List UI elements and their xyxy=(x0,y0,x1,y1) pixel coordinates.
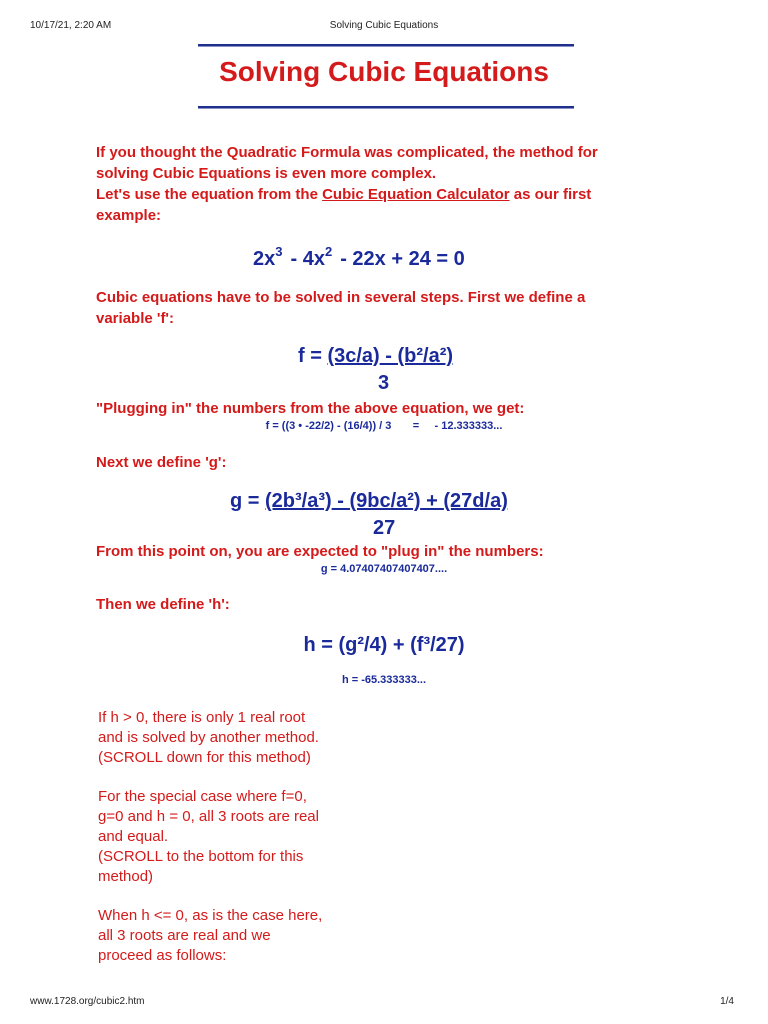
print-page-number: 1/4 xyxy=(720,996,734,1007)
steps-intro-line-1: Cubic equations have to be solved in several steps. First we define a xyxy=(96,289,586,306)
steps-intro xyxy=(96,287,585,329)
g-num-3: (27d/a) xyxy=(443,490,508,512)
f-lhs: f = xyxy=(298,345,328,367)
f-formula-denominator: 3 xyxy=(378,372,390,394)
example-equation xyxy=(253,244,465,271)
print-title: Solving Cubic Equations xyxy=(329,20,439,31)
top-rule xyxy=(198,44,574,47)
page-title: Solving Cubic Equations xyxy=(219,56,549,87)
intro-line-1: If you thought the Quadratic Formula was complicated, the method for xyxy=(96,144,598,161)
eq-exp-2: 2 xyxy=(324,244,333,259)
case1-line-3: (SCROLL down for this method) xyxy=(98,749,311,766)
f-num-b: (b²/a²) xyxy=(397,345,454,367)
intro-line-3 xyxy=(96,184,598,205)
h-calc: h = -65.333333... xyxy=(341,674,427,686)
g-formula-denominator: 27 xyxy=(373,517,396,539)
f-num-a: (3c/a) xyxy=(327,345,380,367)
case3-line-1: When h <= 0, as is the case here, xyxy=(98,907,323,924)
case2-line-4: (SCROLL to the bottom for this xyxy=(98,848,304,865)
h-formula: h = (g²/4) + (f³/27) xyxy=(303,634,465,656)
g-plus: + xyxy=(420,490,444,512)
print-url: www.1728.org/cubic2.htm xyxy=(30,996,145,1007)
case-all-zero xyxy=(98,787,319,887)
g-definition: Next we define 'g': xyxy=(96,454,227,471)
g-lhs: g = xyxy=(230,490,266,512)
case2-line-2: g=0 and h = 0, all 3 roots are real xyxy=(98,808,319,825)
case3-line-3: proceed as follows: xyxy=(98,947,227,964)
print-datetime: 10/17/21, 2:20 AM xyxy=(30,20,112,31)
f-minus: - xyxy=(379,345,398,367)
case1-line-1: If h > 0, there is only 1 real root xyxy=(98,709,306,726)
cubic-calculator-link[interactable]: Cubic Equation Calculator xyxy=(322,186,510,203)
intro-line-3-post: as our first xyxy=(509,186,592,203)
intro-line-3-pre: Let's use the equation from the xyxy=(96,186,323,203)
case-h-nonpositive xyxy=(98,906,322,966)
eq-term-1: 2x xyxy=(253,248,276,270)
case-h-positive xyxy=(98,708,319,768)
plug-f-calc: f = ((3 • -22/2) - (16/4)) / 3 = - 12.333333... xyxy=(265,420,503,432)
case1-line-2: and is solved by another method. xyxy=(98,729,319,746)
g-minus: - xyxy=(331,490,350,512)
g-num-2: (9bc/a²) xyxy=(349,490,421,512)
steps-intro-line-2: variable 'f': xyxy=(96,310,174,327)
intro-line-2: solving Cubic Equations is even more complex. xyxy=(96,165,437,182)
g-formula-numerator xyxy=(230,490,508,513)
case2-line-1: For the special case where f=0, xyxy=(98,788,307,805)
case2-line-5: method) xyxy=(98,868,154,885)
eq-term-2: - 4x xyxy=(290,248,325,270)
plug-f-text: "Plugging in" the numbers from the above equation, we get: xyxy=(96,400,525,417)
plug-g-calc: g = 4.07407407407407.... xyxy=(320,563,448,575)
intro-line-4: example: xyxy=(96,207,162,224)
intro-paragraph xyxy=(96,142,598,226)
plug-g-text: From this point on, you are expected to "plug in" the numbers: xyxy=(96,543,544,560)
eq-term-3: - 22x + 24 = 0 xyxy=(340,248,465,270)
h-definition: Then we define 'h': xyxy=(96,596,230,613)
bottom-rule xyxy=(198,106,574,109)
g-num-1: (2b³/a³) xyxy=(265,490,332,512)
case3-line-2: all 3 roots are real and we xyxy=(98,927,271,944)
case2-line-3: and equal. xyxy=(98,828,169,845)
f-formula-numerator xyxy=(298,345,453,368)
eq-exp-1: 3 xyxy=(275,244,283,259)
